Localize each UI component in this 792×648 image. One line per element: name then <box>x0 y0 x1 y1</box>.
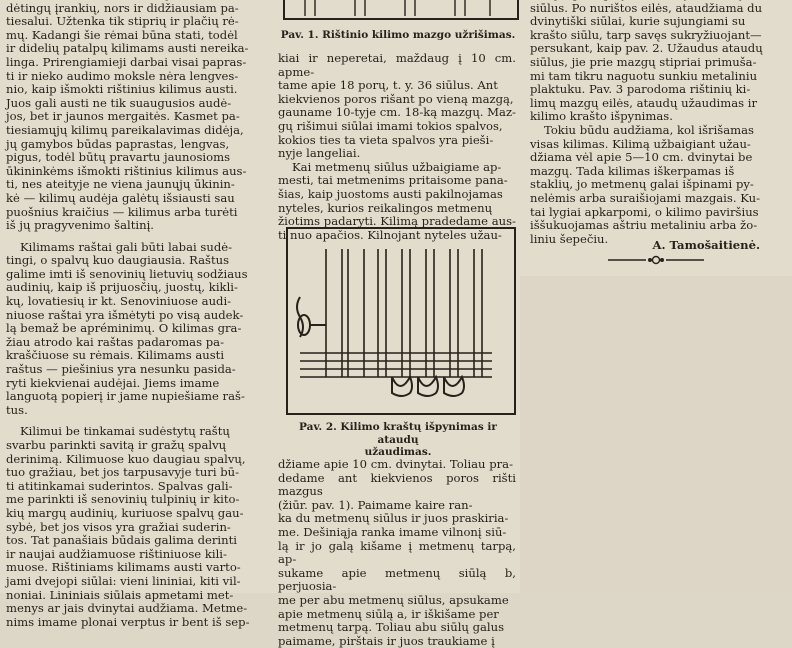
text-line: apie metmenų siūlą a, ir iškišame per <box>278 606 499 621</box>
figure-2-image <box>286 227 516 415</box>
text-line: menys ar jais dvinytai audžiama. Metme- <box>6 601 248 616</box>
text-line: ti, nes ateityje ne viena jaunųjų ūkinin- <box>6 177 235 192</box>
text-line: ti ir nieko audimo moksle nėra lengves- <box>6 68 239 83</box>
right-column <box>530 0 772 246</box>
text-line: nims imame plonai verptus ir bent iš sep- <box>6 614 250 629</box>
left-paragraph-2 <box>6 241 262 418</box>
text-line: gauname 10-tyje cm. 18-ką mazgų. Maz- <box>278 105 516 120</box>
text-line: me parinkti iš senovinių tulpinių ir kito- <box>6 492 240 507</box>
blank-area <box>520 276 792 593</box>
text-line: ka du metmenų siūlus ir juos praskiria- <box>278 511 509 526</box>
text-line: pigus, todėl būtų pravartu jaunosioms <box>6 150 231 165</box>
right-paragraph-1 <box>530 0 772 124</box>
text-line: raštus — piešinius yra nesunku pasida- <box>6 362 236 377</box>
text-line: nio, kaip išmokti rištinius kilimus austi. <box>6 82 238 97</box>
text-line: galime imti iš senovinių lietuvių sodžiaus <box>6 266 248 281</box>
figure-2-caption-line-2: užaudimas. <box>364 446 432 458</box>
figure-2-caption-line-1: Pav. 2. Kilimo kraštų išpynimas ir ataudų <box>299 421 497 446</box>
figure-1-image <box>285 0 517 18</box>
text-line: siūlus. Po nurištos eilės, ataudžiama du <box>530 0 763 15</box>
text-line: kiekvienos poros rišant po vieną mazgą, <box>278 91 514 106</box>
text-line: tai lygiai apkarpomi, o kilimo paviršius <box>530 204 759 219</box>
text-line: jami dvejopi siūlai: vieni lininiai, kiti vil- <box>6 573 241 588</box>
text-line: liniu šepečiu. <box>530 231 609 246</box>
middle-column-lower <box>278 458 516 648</box>
text-line: persukant, kaip pav. 2. Užaudus ataudų <box>530 41 763 56</box>
text-line: dvinytiški siūlai, kurie sujungiami su <box>530 14 746 29</box>
text-line: nyteles, kurios reikalingos metmenų <box>278 200 493 215</box>
text-line: staklių, jo metmenų galai išpinami py- <box>530 177 754 192</box>
text-line: svarbu parinkti savitą ir gražų spalvų <box>6 438 227 452</box>
text-line: kokios ties ta vieta spalvos yra pieši- <box>278 132 494 147</box>
text-line: iš jų pragyvenimo šaltinį. <box>6 218 154 233</box>
text-line: kraščiuose su rėmais. Kilimams austi <box>6 348 225 363</box>
text-line: ūkininkėms išmokti rištinius kilimus aus- <box>6 163 247 178</box>
text-line: Kilimams raštai gali būti labai sudė- <box>20 239 233 254</box>
figure-1-knot-illustration <box>283 0 519 20</box>
text-line: mų. Kadangi šie rėmai būna stati, todėl <box>6 27 238 42</box>
text-line: ir didelių patalpų kilimams austi nereika- <box>6 41 249 56</box>
text-line: dedame ant kiekvienos poros rišti mazgus <box>278 470 516 499</box>
text-line: lą ir jo galą kišame į metmenų tarpą, ap- <box>278 538 516 567</box>
text-line: kų, lovatiesių ir kt. Senoviniuose audi- <box>6 294 232 309</box>
middle-paragraph-3 <box>278 458 516 648</box>
text-line: tiesalui. Užtenka tik stiprių ir plačių rė- <box>6 14 239 29</box>
text-line: mazgų. Tada kilimas iškerpamas iš <box>530 163 735 178</box>
text-line: visas kilimas. Kilimą užbaigiant užau- <box>530 136 751 151</box>
text-line: tingi, o spalvų kuo daugiausia. Raštus <box>6 253 230 268</box>
text-line: tus. <box>6 402 28 417</box>
text-line: sukame apie metmenų siūlą b, perjuosia- <box>278 565 516 594</box>
figure-1-caption: Pav. 1. Rištinio kilimo mazgo užrišimas. <box>280 29 516 41</box>
text-line: kių margų audinių, kuriuose spalvų gau- <box>6 505 244 520</box>
text-line: tuo gražiau, bet jos tarpusavyje turi bū- <box>6 465 240 480</box>
text-line: me. Dešiniąja ranka imame vilnonį siū- <box>278 524 507 539</box>
text-line: paimame, pirštais ir juos traukiame į <box>278 633 495 648</box>
text-line: tame apie 18 porų, t. y. 36 siūlus. Ant <box>278 78 498 93</box>
text-line: noniai. Lininiais siūlais apmetami met- <box>6 587 234 602</box>
text-line: ti nuo apačios. Kilnojant nyteles užau- <box>278 227 502 242</box>
text-line: plaktuku. Pav. 3 parodoma rištinių ki- <box>530 82 751 97</box>
text-line: siūlus, jie prie mazgų stipriai primuša- <box>530 54 757 69</box>
text-line: iššukuojamas aštriu metaliniu arba žo- <box>530 218 758 233</box>
text-line: tos. Tat panašiais būdais galima derinti <box>6 533 237 548</box>
left-paragraph-3 <box>6 425 262 629</box>
figure-2-caption <box>278 421 518 459</box>
text-line: sybė, bet jos visos yra gražiai suderin- <box>6 519 231 534</box>
text-line: (žiūr. pav. 1). Paimame kaire ran- <box>278 497 473 512</box>
text-line: mesti, tai metmenims pritaisome pana- <box>278 173 508 188</box>
text-line: puošnius kraičius — kilimus arba turėti <box>6 204 238 219</box>
text-line: linga. Prirengiamieji darbai visai papras- <box>6 54 247 69</box>
text-line: me per abu metmenų siūlus, apsukame <box>278 592 509 607</box>
text-line: nelėmis arba suraišiojami mazgais. Ku- <box>530 190 760 205</box>
text-line: jų gamybos būdas paprastas, lengvas, <box>6 136 230 151</box>
text-line: žiotims padaryti. Kilimą pradedame aus- <box>278 214 516 229</box>
text-line: krašto siūlu, tarp savęs sukryžiuojant— <box>530 27 762 42</box>
text-line: audinių, kaip iš prijuosčių, juostų, kikli- <box>6 280 238 295</box>
figure-2-loom-illustration <box>286 227 516 415</box>
text-line: gų rišimui siūlai imami tokios spalvos, <box>278 118 503 133</box>
text-line: žiau atrodo kai raštas padaromas pa- <box>6 334 224 349</box>
middle-column-upper <box>278 52 516 242</box>
text-line: languotą popierį ir jame nupiešiame raš- <box>6 389 245 404</box>
text-line: derinimą. Kilimuose kuo daugiau spalvų, <box>6 451 246 466</box>
text-line: džiame apie 10 cm. dvinytai. Toliau pra- <box>278 457 514 471</box>
text-line: mi tam tikru naguotu sunkiu metaliniu <box>530 68 758 83</box>
text-line: ti atitinkamai suderintos. Spalvas gali- <box>6 478 233 493</box>
author-signature: A. Tamošaitienė. <box>652 238 760 252</box>
text-line: nyje langeliai. <box>278 146 361 161</box>
text-line: ir naujai audžiamuose rištiniuose kili- <box>6 546 227 561</box>
left-column <box>6 0 262 629</box>
text-line: Kilimui be tinkamai sudėstytų raštų <box>20 424 230 439</box>
left-paragraph-1 <box>6 0 262 233</box>
text-line: ryti kiekvienai audėjai. Jiems imame <box>6 375 220 390</box>
text-line: kiai ir neperetai, maždaug į 10 cm. apme- <box>278 51 516 79</box>
right-paragraph-2 <box>530 124 772 246</box>
text-line: dėtingų įrankių, nors ir didžiausiam pa- <box>6 0 239 15</box>
text-line: jos, bet ir jaunos mergaitės. Kasmet pa- <box>6 109 240 124</box>
text-line: Tokiu būdu audžiama, kol išrišamas <box>544 122 754 137</box>
ornament-divider <box>608 253 704 267</box>
text-line: kilimo krašto išpynimas. <box>530 109 673 124</box>
text-line: tiesiamųjų kilimų pareikalavimas didėja, <box>6 122 244 137</box>
text-line: muose. Rištiniams kilimams austi varto- <box>6 560 241 575</box>
middle-paragraph-1 <box>278 52 516 161</box>
text-line: šias, kaip juostoms austi pakilnojamas <box>278 186 503 201</box>
text-line: niuose raštai yra išmėtyti po visą audek- <box>6 307 244 322</box>
text-line: Juos gali austi ne tik suaugusios audė- <box>6 95 232 110</box>
text-line: lą bemaž be apréminimų. O kilimas gra- <box>6 321 242 336</box>
text-line: džiama vėl apie 5—10 cm. dvinytai be <box>530 150 753 165</box>
text-line: kė — kilimų audėja galėtų išsiausti sau <box>6 190 235 205</box>
text-line: metmenų tarpą. Toliau abu siūlų galus <box>278 620 505 635</box>
text-line: Kai metmenų siūlus užbaigiame ap- <box>292 159 502 174</box>
text-line: limų mazgų eilės, ataudų užaudimas ir <box>530 95 758 110</box>
